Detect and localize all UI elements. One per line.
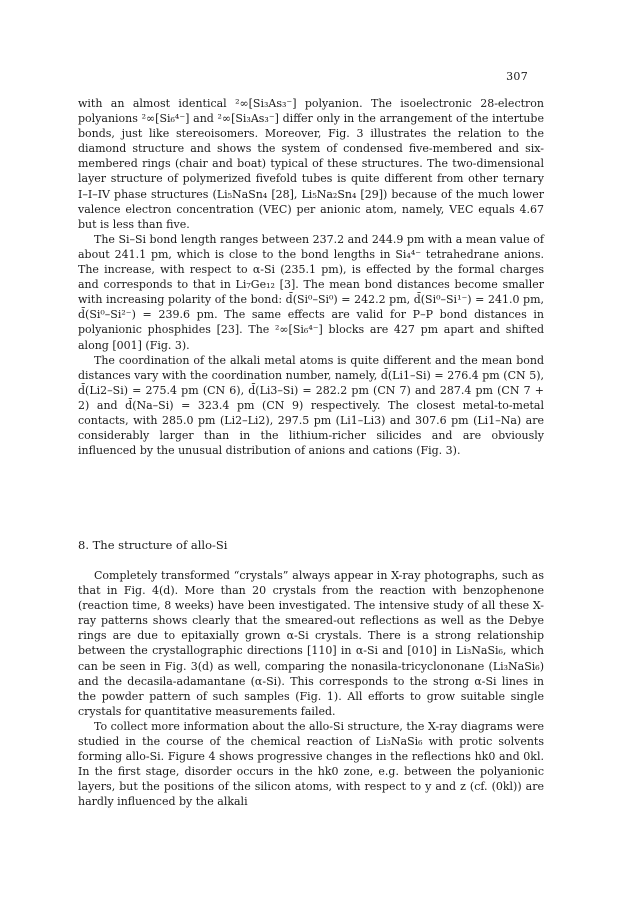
paragraph: To collect more information about the allo-Si structure, the X-ray diagrams were studied in the course of the chemical reaction of Li₃NaSi₆ with protic solvents forming allo-Si. Figure 4 shows progressive changes in the reflections hk0 and 0kl. In the first stage, disorder occurs in the hk0 zone, e.g. between the polyanionic layers, but the positions of the silicon atoms, with respect to y and z (cf. (0kl)) are hardly influenced by the alkali: [78, 719, 544, 809]
body-text-top: [78, 96, 544, 458]
paragraph: The coordination of the alkali metal atoms is quite different and the mean bond distances vary with the coordination number, namely, d̄(Li1–Si) = 276.4 pm (CN 5), d̄(Li2–Si) = 275.4 pm (CN 6), d̄(Li3–Si) = 282.2 pm (CN 7) and 287.4 pm (CN 7 + 2) and d̄(Na–Si) = 323.4 pm (CN 9) respectively. The closest metal-to-metal contacts, with 285.0 pm (Li2–Li2), 297.5 pm (Li1–Li3) and 307.6 pm (Li1–Na) are considerably larger than in the lithium-richer silicides and are obviously influenced by the unusual distribution of anions and cations (Fig. 3).: [78, 353, 544, 458]
page-number: 307: [506, 70, 528, 83]
paragraph: with an almost identical ²∞[Si₃As₃⁻] polyanion. The isoelectronic 28-electron polyanions ²∞[Si₆⁴⁻] and ²∞[Si₃As₃⁻] differ only in the arrangement of the intertube bonds, just like stereoisomers. Moreover, Fig. 3 illustrates the relation to the diamond structure and shows the system of condensed five-membered and six-membered rings (chair and boat) typical of these structures. The two-dimensional layer structure of polymerized fivefold tubes is quite different from other ternary I–I–IV phase structures (Li₅NaSn₄ [28], Li₅Na₂Sn₄ [29]) because of the much lower valence electron concentration (VEC) per anionic atom, namely, VEC equals 4.67 but is less than five.: [78, 97, 544, 231]
section-heading: 8. The structure of allo-Si: [78, 538, 228, 552]
paragraph: Completely transformed “crystals” always appear in X-ray photographs, such as that in Fig. 4(d). More than 20 crystals from the reaction with benzophenone (reaction time, 8 weeks) have been investigated. The intensive study of all these X-ray patterns shows clearly that the smeared-out reflections as well as the Debye rings are due to epitaxially grown α-Si crystals. There is a strong relationship between the crystallographic directions [110] in α-Si and [010] in Li₃NaSi₆, which can be seen in Fig. 3(d) as well, comparing the nonasila-tricyclononane (Li₃NaSi₆) and the decasila-adamantane (α-Si). This corresponds to the strong α-Si lines in the powder pattern of such samples (Fig. 1). All efforts to grow suitable single crystals for quantitative measurements failed.: [78, 569, 544, 718]
paragraph: The Si–Si bond length ranges between 237.2 and 244.9 pm with a mean value of about 241.1 pm, which is close to the bond lengths in Si₄⁴⁻ tetrahedrane anions. The increase, with respect to α-Si (235.1 pm), is effected by the formal charges and corresponds to that in Li₇Ge₁₂ [3]. The mean bond distances become smaller with increasing polarity of the bond: d̄(Si⁰–Si⁰) = 242.2 pm, d̄(Si⁰–Si¹⁻) = 241.0 pm, d̄(Si⁰–Si²⁻) = 239.6 pm. The same effects are valid for P–P bond distances in polyanionic phosphides [23]. The ²∞[Si₆⁴⁻] blocks are 427 pm apart and shifted along [001] (Fig. 3).: [78, 232, 544, 352]
body-text-bottom: [78, 568, 544, 810]
